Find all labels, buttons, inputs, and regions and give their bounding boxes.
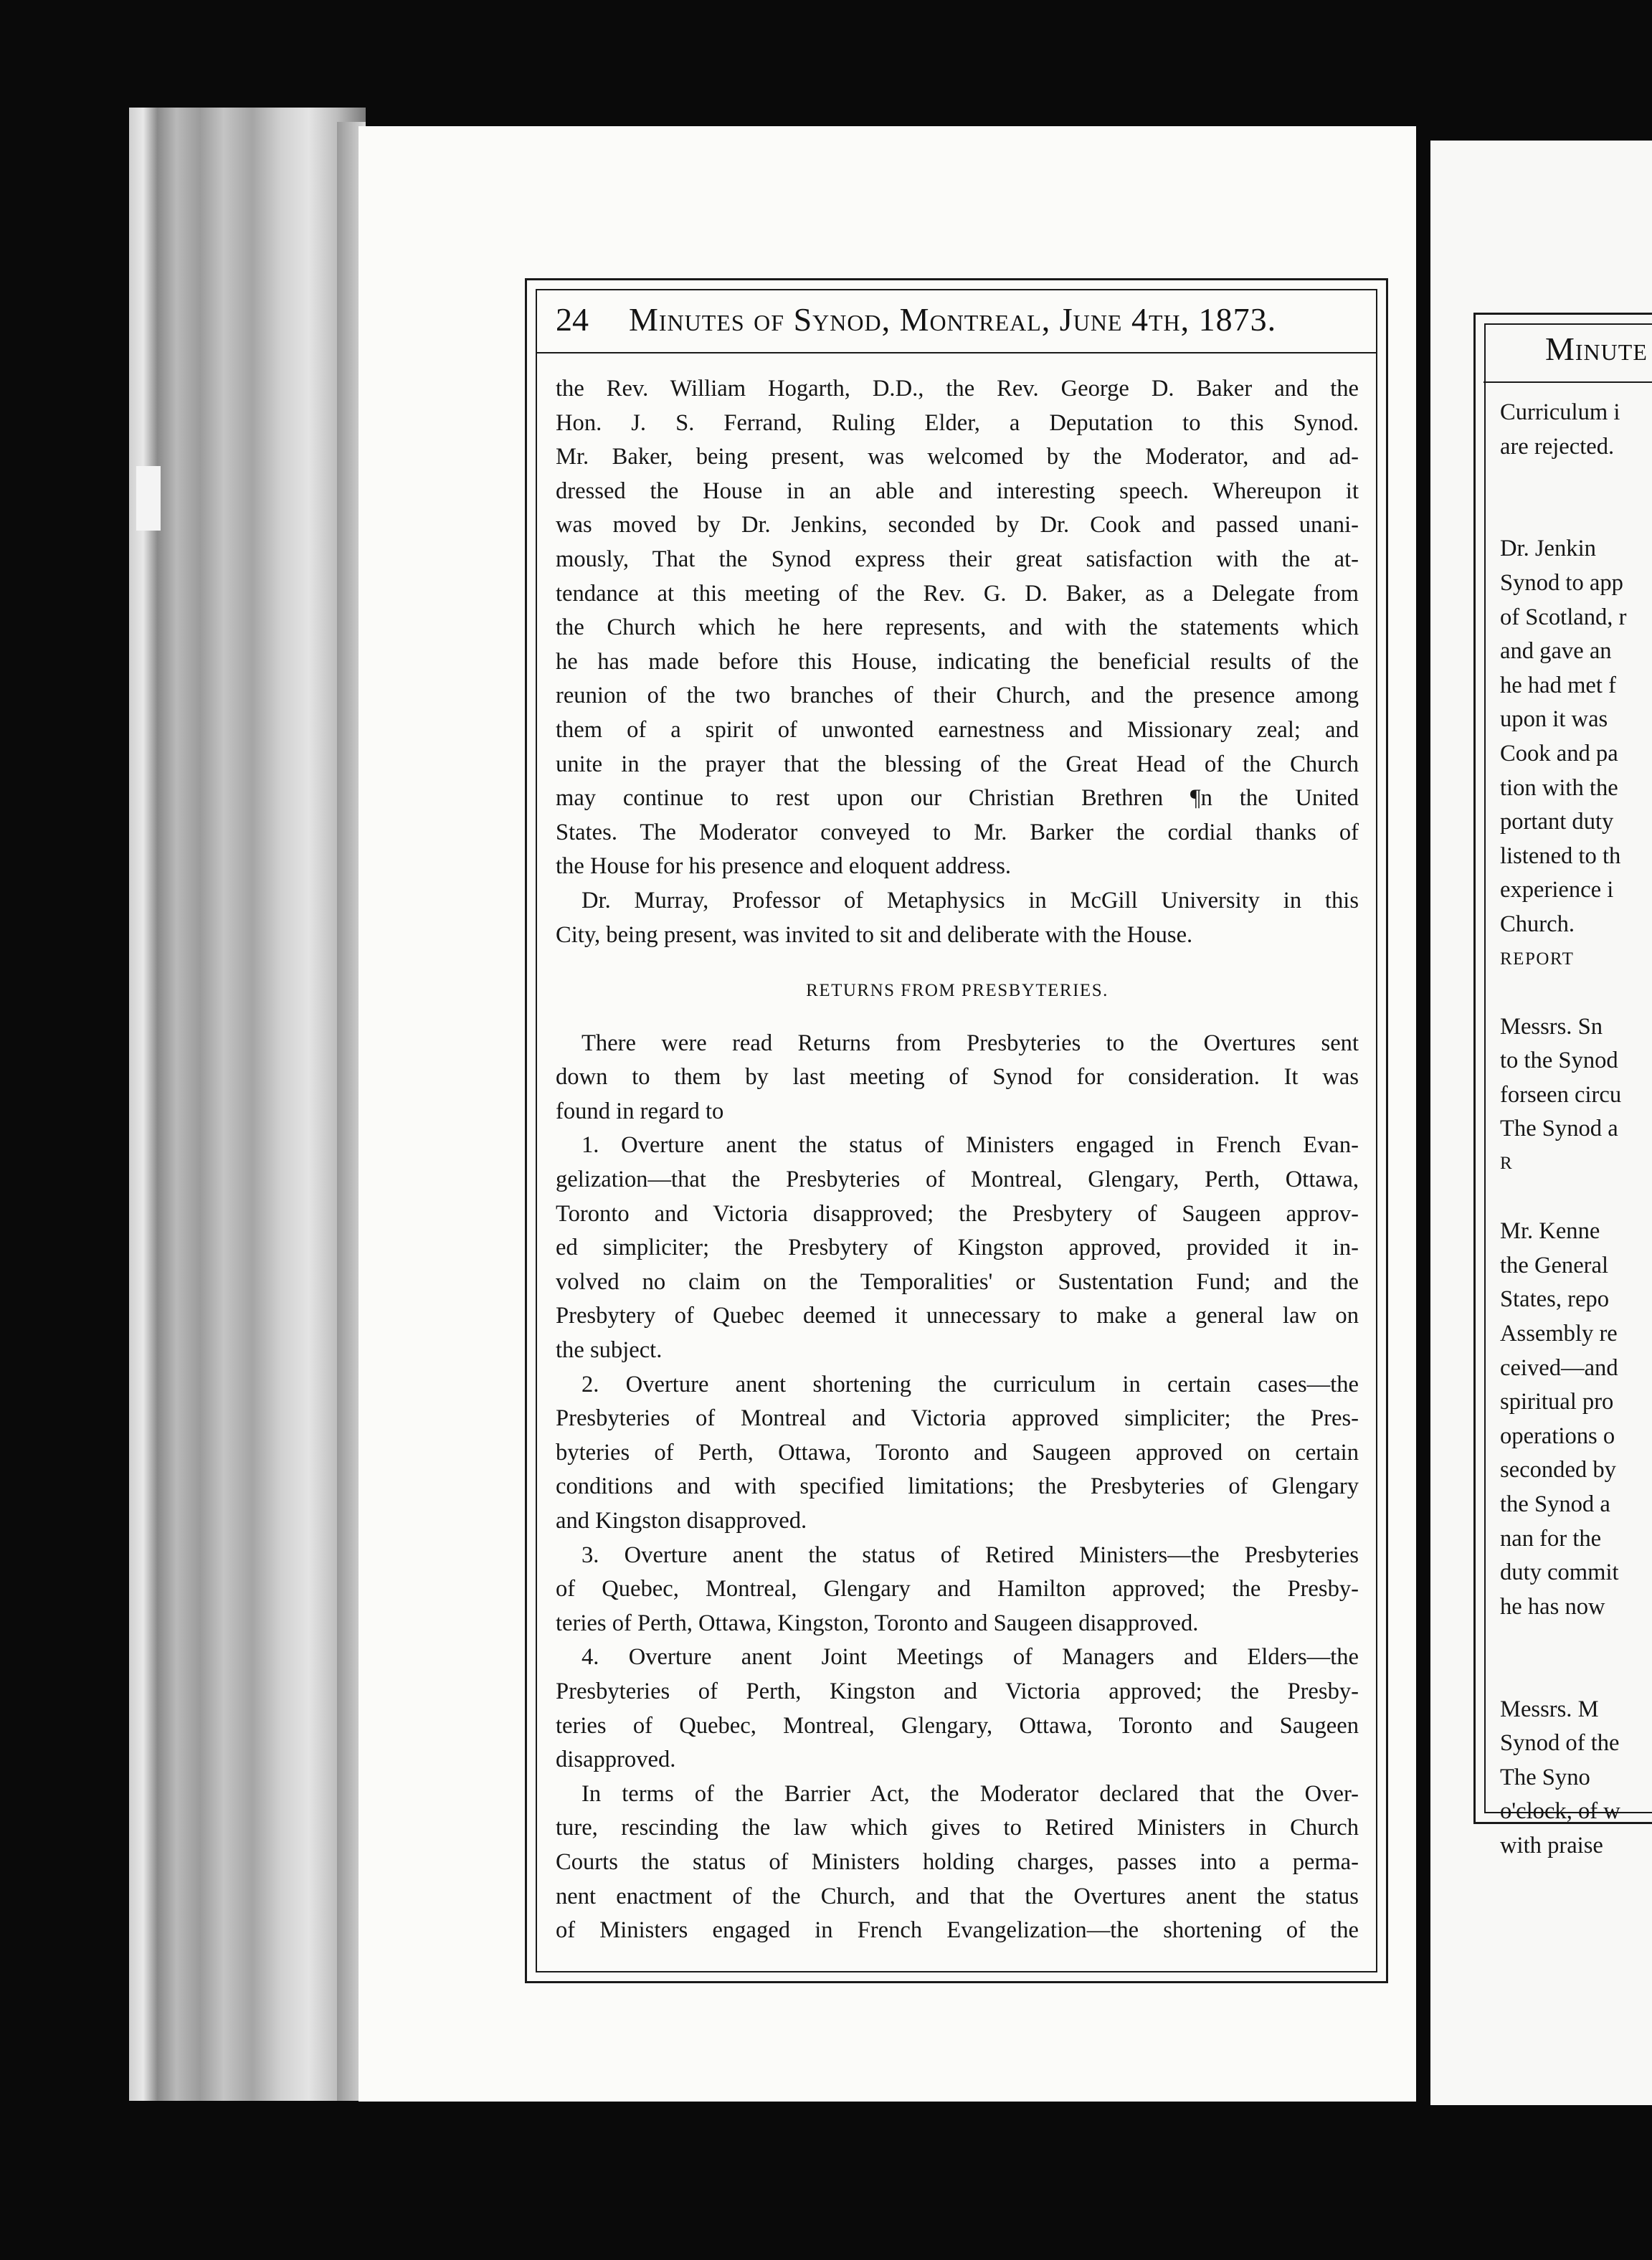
text-line: disapproved. [556,1747,676,1773]
text-line: 4. Overture anent Joint Meetings of Managers and Elders—the [581,1644,1359,1671]
left-page [359,126,1416,2102]
facing-text-line: listened to th [1500,842,1621,869]
text-line: gelization—that the Presbyteries of Montreal, Glengary, Perth, Ottawa, [556,1167,1359,1193]
facing-text-line [1500,1658,1652,1693]
text-line: mously, That the Synod express their great satisfaction with the at- [556,546,1359,572]
text-line: of Quebec, Montreal, Glengary and Hamilton approved; the Presby- [556,1576,1359,1603]
facing-text-line: he had met f [1500,672,1616,698]
text-line: dressed the House in an able and interesting speech. Whereupon it [556,478,1359,504]
text-line: Dr. Murray, Professor of Metaphysics in McGill University in this [581,887,1359,913]
text-line: Presbyteries of Montreal and Victoria approved simpliciter; the Pres- [556,1405,1359,1432]
text-line: reunion of the two branches of their Church, and the presence among [556,683,1359,709]
facing-text-line: to the Synod [1500,1048,1618,1074]
facing-text-line: nan for the [1500,1525,1602,1552]
running-title: Minutes of Synod, Montreal, June 4th, 1873. [629,301,1277,338]
facing-text-line: spiritual pro [1500,1389,1614,1415]
header-rule [536,352,1377,353]
facing-text-line: he has now [1500,1593,1605,1620]
facing-text-line: the General [1500,1252,1609,1278]
text-line: byteries of Perth, Ottawa, Toronto and Saugeen approved on certain [556,1439,1359,1466]
text-line: teries of Perth, Ottawa, Kingston, Toronto and Saugeen disapproved. [556,1610,1199,1636]
facing-text-line: R [1500,1154,1514,1174]
facing-text-line: The Syno [1500,1764,1590,1790]
text-line: teries of Quebec, Montreal, Glengary, Ottawa, Toronto and Saugeen [556,1712,1359,1739]
text-line: the subject. [556,1337,663,1364]
text-line: nent enactment of the Church, and that the Overtures anent the status [556,1883,1359,1909]
facing-text-line: Church. [1500,911,1575,937]
facing-text-line [1500,1624,1652,1658]
facing-text-line: Assembly re [1500,1321,1618,1347]
facing-text-line: Dr. Jenkin [1500,536,1596,562]
facing-text-line: o'clock, of w [1500,1798,1620,1825]
running-header [536,300,1377,351]
text-line: of Ministers engaged in French Evangelization—the shortening of the [556,1917,1359,1944]
facing-text-line: portant duty [1500,809,1614,835]
facing-text-line: States, repo [1500,1286,1609,1313]
facing-text-line: ceived—and [1500,1354,1618,1381]
text-line: Presbyteries of Perth, Kingston and Victoria approved; the Presby- [556,1678,1359,1704]
text-line: City, being present, was invited to sit and deliberate with the House. [556,921,1193,948]
text-line: and Kingston disapproved. [556,1508,807,1534]
text-line: 2. Overture anent shortening the curriculum in certain cases—the [581,1371,1359,1397]
facing-text-line [1500,976,1652,1010]
facing-text-line: experience i [1500,877,1614,903]
facing-text-line: REPORT [1500,949,1575,969]
text-line: unite in the prayer that the blessing of the Great Head of the Church [556,751,1359,777]
facing-text-line [1500,1181,1652,1215]
text-line: Presbytery of Quebec deemed it unnecessary to make a general law on [556,1303,1359,1329]
text-line: States. The Moderator conveyed to Mr. Barker the cordial thanks of [556,819,1359,845]
text-line: Toronto and Victoria disapproved; the Presbytery of Saugeen approv- [556,1200,1359,1227]
text-line: 1. Overture anent the status of Ministers engaged in French Evan- [581,1132,1359,1159]
page-body [556,372,1359,1948]
text-line: volved no claim on the Temporalities' or Sustentation Fund; and the [556,1268,1359,1295]
text-line: tendance at this meeting of the Rev. G. D. Baker, as a Delegate from [556,580,1359,607]
text-line: ture, rescinding the law which gives to Retired Ministers in Church [556,1815,1359,1841]
facing-text-line: Curriculum i [1500,399,1620,425]
text-line: Courts the status of Ministers holding charges, passes into a perma- [556,1848,1359,1875]
facing-text-line: operations o [1500,1423,1615,1449]
facing-text-line: Synod of the [1500,1730,1620,1757]
facing-text-line: Synod to app [1500,569,1623,596]
text-line: Hon. J. S. Ferrand, Ruling Elder, a Deputation to this Synod. [556,409,1359,436]
text-line: conditions and with specified limitations; the Presbyteries of Glengary [556,1473,1359,1500]
facing-text-line: seconded by [1500,1457,1616,1483]
text-line: found in regard to [556,1098,724,1124]
facing-text-line: forseen circu [1500,1081,1622,1108]
text-line: ed simpliciter; the Presbytery of Kingston approved, provided it in- [556,1235,1359,1261]
text-line: the Church which he here represents, and with the statements which [556,614,1359,641]
text-line: In terms of the Barrier Act, the Moderator declared that the Over- [581,1780,1359,1807]
book-page-edges [129,108,366,2101]
facing-text-line: Messrs. Sn [1500,1013,1603,1040]
text-line: Mr. Baker, being present, was welcomed by the Moderator, and ad- [556,444,1359,470]
text-line: down to them by last meeting of Synod for consideration. It was [556,1064,1359,1091]
facing-text-line: Messrs. M [1500,1696,1599,1722]
text-line: the House for his presence and eloquent address. [556,853,1012,880]
facing-text-line: Cook and pa [1500,740,1618,766]
page-border [525,278,1388,1983]
text-line: There were read Returns from Presbyteries to the Overtures sent [581,1030,1359,1056]
facing-text-line: the Synod a [1500,1491,1610,1517]
facing-running-title: Minute [1545,331,1648,367]
facing-text-line: The Synod a [1500,1116,1618,1142]
facing-page-body [1500,396,1652,1863]
text-line: he has made before this House, indicating the beneficial results of the [556,648,1359,675]
text-line: 3. Overture anent the status of Retired Ministers—the Presbyteries [581,1542,1359,1568]
page-number: 24 [556,301,589,338]
facing-text-line: and gave an [1500,638,1612,665]
section-heading: RETURNS FROM PRESBYTERIES. [806,981,1109,1001]
text-line: them of a spirit of unwonted earnestness and Missionary zeal; and [556,716,1359,743]
facing-text-line: Mr. Kenne [1500,1218,1600,1245]
facing-text-line [1500,464,1652,498]
text-line: the Rev. William Hogarth, D.D., the Rev. George D. Baker and the [556,376,1359,402]
facing-text-line: upon it was [1500,706,1608,733]
facing-header-rule [1484,381,1652,383]
text-line: may continue to rest upon our Christian Brethren ¶n the United [556,785,1359,812]
page-tab-marker [136,466,161,531]
facing-text-line: tion with the [1500,774,1618,801]
facing-text-line: are rejected. [1500,433,1615,460]
facing-text-line: duty commit [1500,1559,1619,1586]
facing-text-line [1500,498,1652,533]
facing-text-line: of Scotland, r [1500,604,1627,630]
facing-text-line: with praise [1500,1832,1603,1858]
text-line: was moved by Dr. Jenkins, seconded by Dr. Cook and passed unani- [556,512,1359,538]
